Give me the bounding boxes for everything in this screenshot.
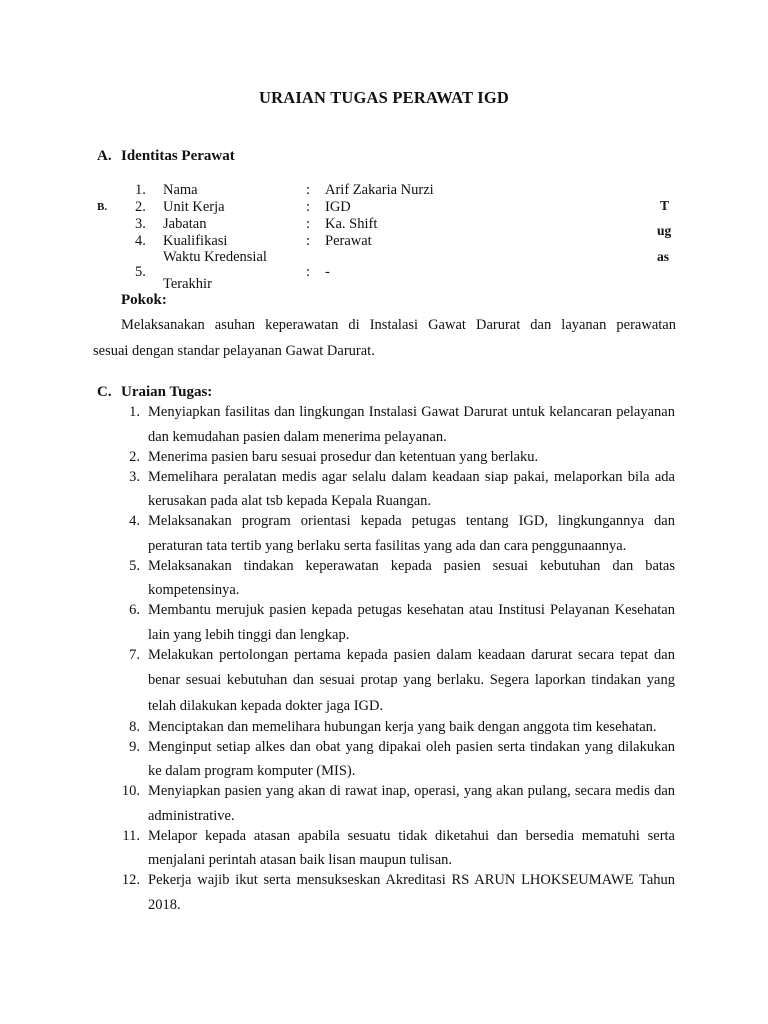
list-item-number: 10. [121, 783, 140, 799]
identity-sep: : [306, 233, 311, 249]
list-item [110, 868, 675, 917]
list-item-number: 11. [122, 827, 140, 844]
list-item-number: 2. [129, 448, 140, 465]
section-c-label: C. [97, 384, 112, 400]
list-item-text: Melakukan pertolongan pertama kepada pasien dalam keadaan darurat secara tepat dan benar sesuai kebutuhan dan sesuai protap yang berlaku. Segera laporkan tindakan yang telah dilakukan kepada dokter jaga IGD. [148, 646, 675, 714]
list-item [110, 824, 675, 873]
list-item-text: Menginput setiap alkes dan obat yang dipakai oleh pasien serta tindakan yang dilakukan ke dalam program komputer (MIS). [148, 738, 675, 779]
section-b-paragraph-line2: sesuai dengan standar pelayanan Gawat Darurat. [93, 343, 375, 359]
section-b-label: B. [97, 201, 108, 213]
list-item-number: 8. [129, 718, 140, 735]
identity-row-num: 5. [135, 264, 146, 280]
list-item-number: 6. [129, 602, 140, 618]
section-a-label: A. [97, 148, 112, 164]
section-c-heading: Uraian Tugas: [121, 384, 213, 400]
identity-row-num: 3. [135, 216, 146, 232]
side-letters-ug: ug [657, 223, 672, 238]
identity-row-num: 2. [135, 199, 146, 215]
list-item [110, 509, 675, 558]
identity-value-jabatan: Ka. Shift [325, 216, 378, 232]
list-item-number: 7. [129, 646, 140, 663]
side-letters-t: T [660, 198, 670, 213]
list-item-text: Menyiapkan fasilitas dan lingkungan Instalasi Gawat Darurat untuk kelancaran pelayanan dan kemudahan pasien dalam menerima pelayanan. [148, 404, 675, 445]
identity-row-num: 1. [135, 182, 146, 198]
identity-field-terakhir: Terakhir [163, 276, 212, 292]
identity-value-kualifikasi: Perawat [325, 233, 372, 249]
list-item-text: Melapor kepada atasan apabila sesuatu tidak diketahui dan bersedia mematuhi serta menjalani perintah atasan baik lisan maupun tulisan. [148, 827, 675, 868]
list-item-number: 5. [129, 557, 140, 574]
duties-list [110, 400, 675, 913]
identity-field-kualifikasi: Kualifikasi [163, 233, 228, 249]
list-item-text: Menerima pasien baru sesuai prosedur dan ketentuan yang berlaku. [148, 448, 539, 465]
side-letters-as: as [657, 249, 670, 264]
section-b-paragraph-line1: Melaksanakan asuhan keperawatan di Instalasi Gawat Darurat dan layanan perawatan [121, 317, 676, 333]
identity-value-nama: Arif Zakaria Nurzi [325, 182, 434, 198]
list-item-text: Melaksanakan tindakan keperawatan kepada pasien sesuai kebutuhan dan batas kompetensinya. [148, 557, 675, 598]
list-item-number: 1. [129, 404, 140, 420]
identity-sep: : [306, 199, 311, 215]
identity-sep: : [306, 264, 311, 280]
list-item-number: 4. [129, 513, 140, 529]
list-item-text: Menciptakan dan memelihara hubungan kerja yang baik dengan anggota tim kesehatan. [148, 718, 657, 735]
list-item [110, 598, 675, 647]
list-item-number: 12. [121, 872, 140, 888]
list-item [110, 643, 675, 720]
document-title: URAIAN TUGAS PERAWAT IGD [258, 88, 510, 107]
list-item [110, 554, 675, 603]
section-a-heading: Identitas Perawat [121, 148, 235, 164]
list-item-text: Memelihara peralatan medis agar selalu dalam keadaan siap pakai, melaporkan bila ada kerusakan pada alat tsb kepada Kepala Ruangan. [148, 468, 675, 509]
identity-value-waktu-kredensial: - [325, 264, 330, 280]
section-b-heading: Pokok: [121, 292, 167, 308]
identity-field-jabatan: Jabatan [163, 216, 207, 232]
list-item-text: Membantu merujuk pasien kepada petugas kesehatan atau Institusi Pelayanan Kesehatan lain yang lebih tinggi dan lengkap. [148, 602, 675, 643]
list-item-number: 9. [129, 738, 140, 755]
identity-sep: : [306, 182, 311, 198]
list-item [110, 400, 675, 449]
list-item [110, 779, 675, 828]
identity-value-unit-kerja: IGD [325, 199, 351, 215]
identity-field-nama: Nama [163, 182, 198, 198]
identity-field-waktu-kredensial: Waktu Kredensial [163, 249, 267, 265]
identity-row-num: 4. [135, 233, 146, 249]
list-item-text: Melaksanakan program orientasi kepada petugas tentang IGD, lingkungannya dan peraturan tata tertib yang berlaku serta fasilitas yang ada dan cara penggunaannya. [148, 513, 675, 554]
list-item-text: Menyiapkan pasien yang akan di rawat inap, operasi, yang akan pulang, secara medis dan administrative. [148, 783, 675, 824]
list-item-text: Pekerja wajib ikut serta mensukseskan Akreditasi RS ARUN LHOKSEUMAWE Tahun 2018. [148, 872, 675, 913]
list-item [110, 735, 675, 784]
list-item [110, 465, 675, 514]
identity-sep: : [306, 216, 311, 232]
list-item-number: 3. [129, 468, 140, 485]
identity-field-unit-kerja: Unit Kerja [163, 199, 225, 215]
